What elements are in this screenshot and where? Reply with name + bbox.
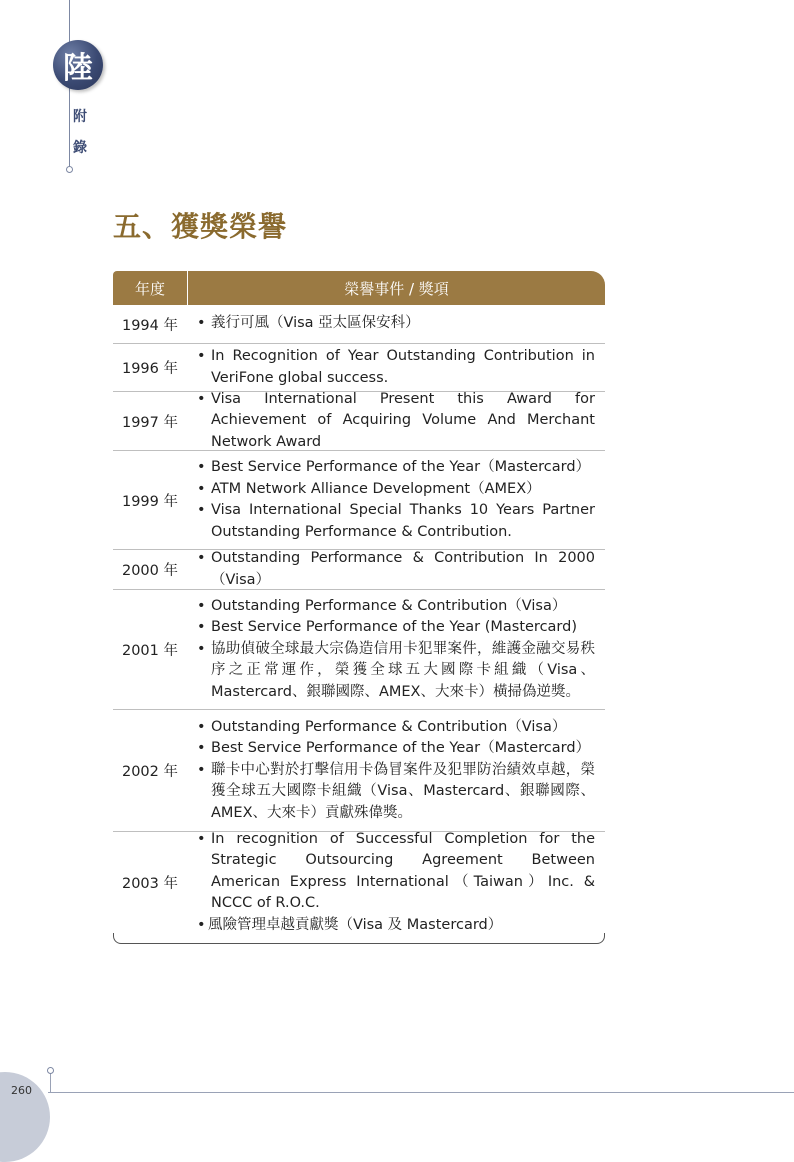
- bullet-icon: •: [197, 830, 206, 847]
- year-cell: 2001 年: [121, 643, 178, 659]
- award-text: Best Service Performance of the Year（Mastercard）: [211, 459, 591, 475]
- award-item: [197, 457, 595, 479]
- header-year: 年度: [113, 271, 188, 305]
- year-cell: 2002 年: [121, 764, 178, 780]
- award-text: 義行可風（Visa 亞太區保安科）: [211, 315, 420, 332]
- year-cell: 2000 年: [121, 563, 178, 579]
- year-cell: 1994 年: [121, 317, 178, 334]
- award-item: [197, 596, 595, 618]
- award-item: [197, 738, 595, 760]
- award-item: [197, 915, 595, 937]
- section-title: 五、獲獎榮譽: [113, 210, 288, 243]
- bullet-icon: •: [197, 502, 206, 518]
- year-cell: 1996 年: [121, 361, 178, 377]
- award-text: In Recognition of Year Outstanding Contribution in VeriFone global success.: [211, 348, 595, 386]
- footer-dot: [47, 1067, 54, 1074]
- bullet-icon: •: [197, 761, 206, 778]
- table-row: [113, 590, 605, 710]
- bullet-icon: •: [197, 390, 206, 407]
- award-text: ATM Network Alliance Development（AMEX）: [211, 480, 541, 497]
- table-row: [113, 305, 605, 344]
- award-items-cell: [187, 392, 605, 450]
- award-item: [197, 313, 595, 335]
- award-items-cell: [187, 550, 605, 589]
- award-text: Best Service Performance of the Year（Mastercard）: [211, 740, 591, 757]
- awards-table: [113, 271, 605, 944]
- bullet-icon: •: [197, 480, 206, 497]
- year-cell: 1997 年: [121, 414, 178, 431]
- award-item: [197, 639, 595, 704]
- table-row: [113, 832, 605, 933]
- bullet-icon: •: [197, 619, 206, 636]
- award-items-cell: [187, 344, 605, 391]
- award-item: [197, 389, 595, 454]
- award-item: [197, 548, 595, 591]
- award-text: Visa International Special Thanks 10 Years Partner Outstanding Performance & Contribution.: [211, 502, 595, 540]
- award-items-cell: [187, 832, 605, 933]
- table-row: [113, 550, 605, 590]
- page-number: 260: [11, 1084, 32, 1097]
- award-item: [197, 717, 595, 739]
- table-header: [113, 271, 605, 305]
- award-text: 協助偵破全球最大宗偽造信用卡犯罪案件，維護金融交易秩序之正常運作，榮獲全球五大國際卡組織（Visa、Mastercard、銀聯國際、AMEX、大來卡）橫掃偽逆獎。: [211, 640, 595, 700]
- year-cell: 1999 年: [121, 493, 178, 510]
- award-items-cell: [187, 710, 605, 831]
- guide-end-dot: [66, 166, 73, 173]
- year-cell: 2003 年: [121, 876, 178, 892]
- award-items-cell: [187, 305, 605, 343]
- bullet-icon: •: [197, 550, 206, 566]
- bullet-icon: •: [197, 640, 206, 657]
- award-item: [197, 500, 595, 543]
- award-item: [197, 617, 595, 639]
- bullet-icon: •: [197, 315, 206, 332]
- bullet-icon: •: [197, 459, 206, 475]
- award-text: Outstanding Performance & Contribution（Visa）: [211, 718, 567, 735]
- bullet-icon: •: [197, 597, 206, 614]
- bullet-icon: •: [197, 348, 206, 364]
- bullet-icon: •: [197, 916, 206, 933]
- award-items-cell: [187, 590, 605, 709]
- header-event: 榮譽事件 / 獎項: [344, 279, 449, 298]
- award-text: In recognition of Successful Completion for the Strategic Outsourcing Agreement Between American Express International（Taiwan）Inc. & NCCC of R.O.C.: [211, 830, 595, 912]
- chapter-label-char: 錄: [73, 140, 87, 156]
- award-items-cell: [187, 451, 605, 549]
- bullet-icon: •: [197, 740, 206, 757]
- table-row: [113, 451, 605, 550]
- chapter-label: [73, 102, 93, 164]
- award-text: Outstanding Performance & Contribution In 2000（Visa）: [211, 550, 595, 588]
- table-row: [113, 392, 605, 451]
- award-item: [197, 760, 595, 825]
- footer-line: [48, 1092, 794, 1093]
- award-item: [197, 829, 595, 915]
- table-body: [113, 305, 605, 933]
- bullet-icon: •: [197, 718, 206, 735]
- award-text: Visa International Present this Award for Achievement of Acquiring Volume And Merchant Network Award: [211, 390, 595, 450]
- award-item: [197, 479, 595, 501]
- award-text: Best Service Performance of the Year (Mastercard): [211, 619, 577, 636]
- footer-line-connector: [50, 1072, 51, 1092]
- chapter-badge: 陸: [53, 40, 103, 90]
- award-text: Outstanding Performance & Contribution（Visa）: [211, 597, 567, 614]
- award-text: 風險管理卓越貢獻獎（Visa 及 Mastercard）: [208, 916, 503, 933]
- table-row: [113, 710, 605, 832]
- award-text: 聯卡中心對於打擊信用卡偽冒案件及犯罪防治績效卓越，榮獲全球五大國際卡組織（Visa、Mastercard、銀聯國際、AMEX、大來卡）貢獻殊偉獎。: [211, 761, 595, 821]
- award-item: [197, 346, 595, 389]
- table-row: [113, 344, 605, 392]
- chapter-label-char: 附: [73, 109, 87, 125]
